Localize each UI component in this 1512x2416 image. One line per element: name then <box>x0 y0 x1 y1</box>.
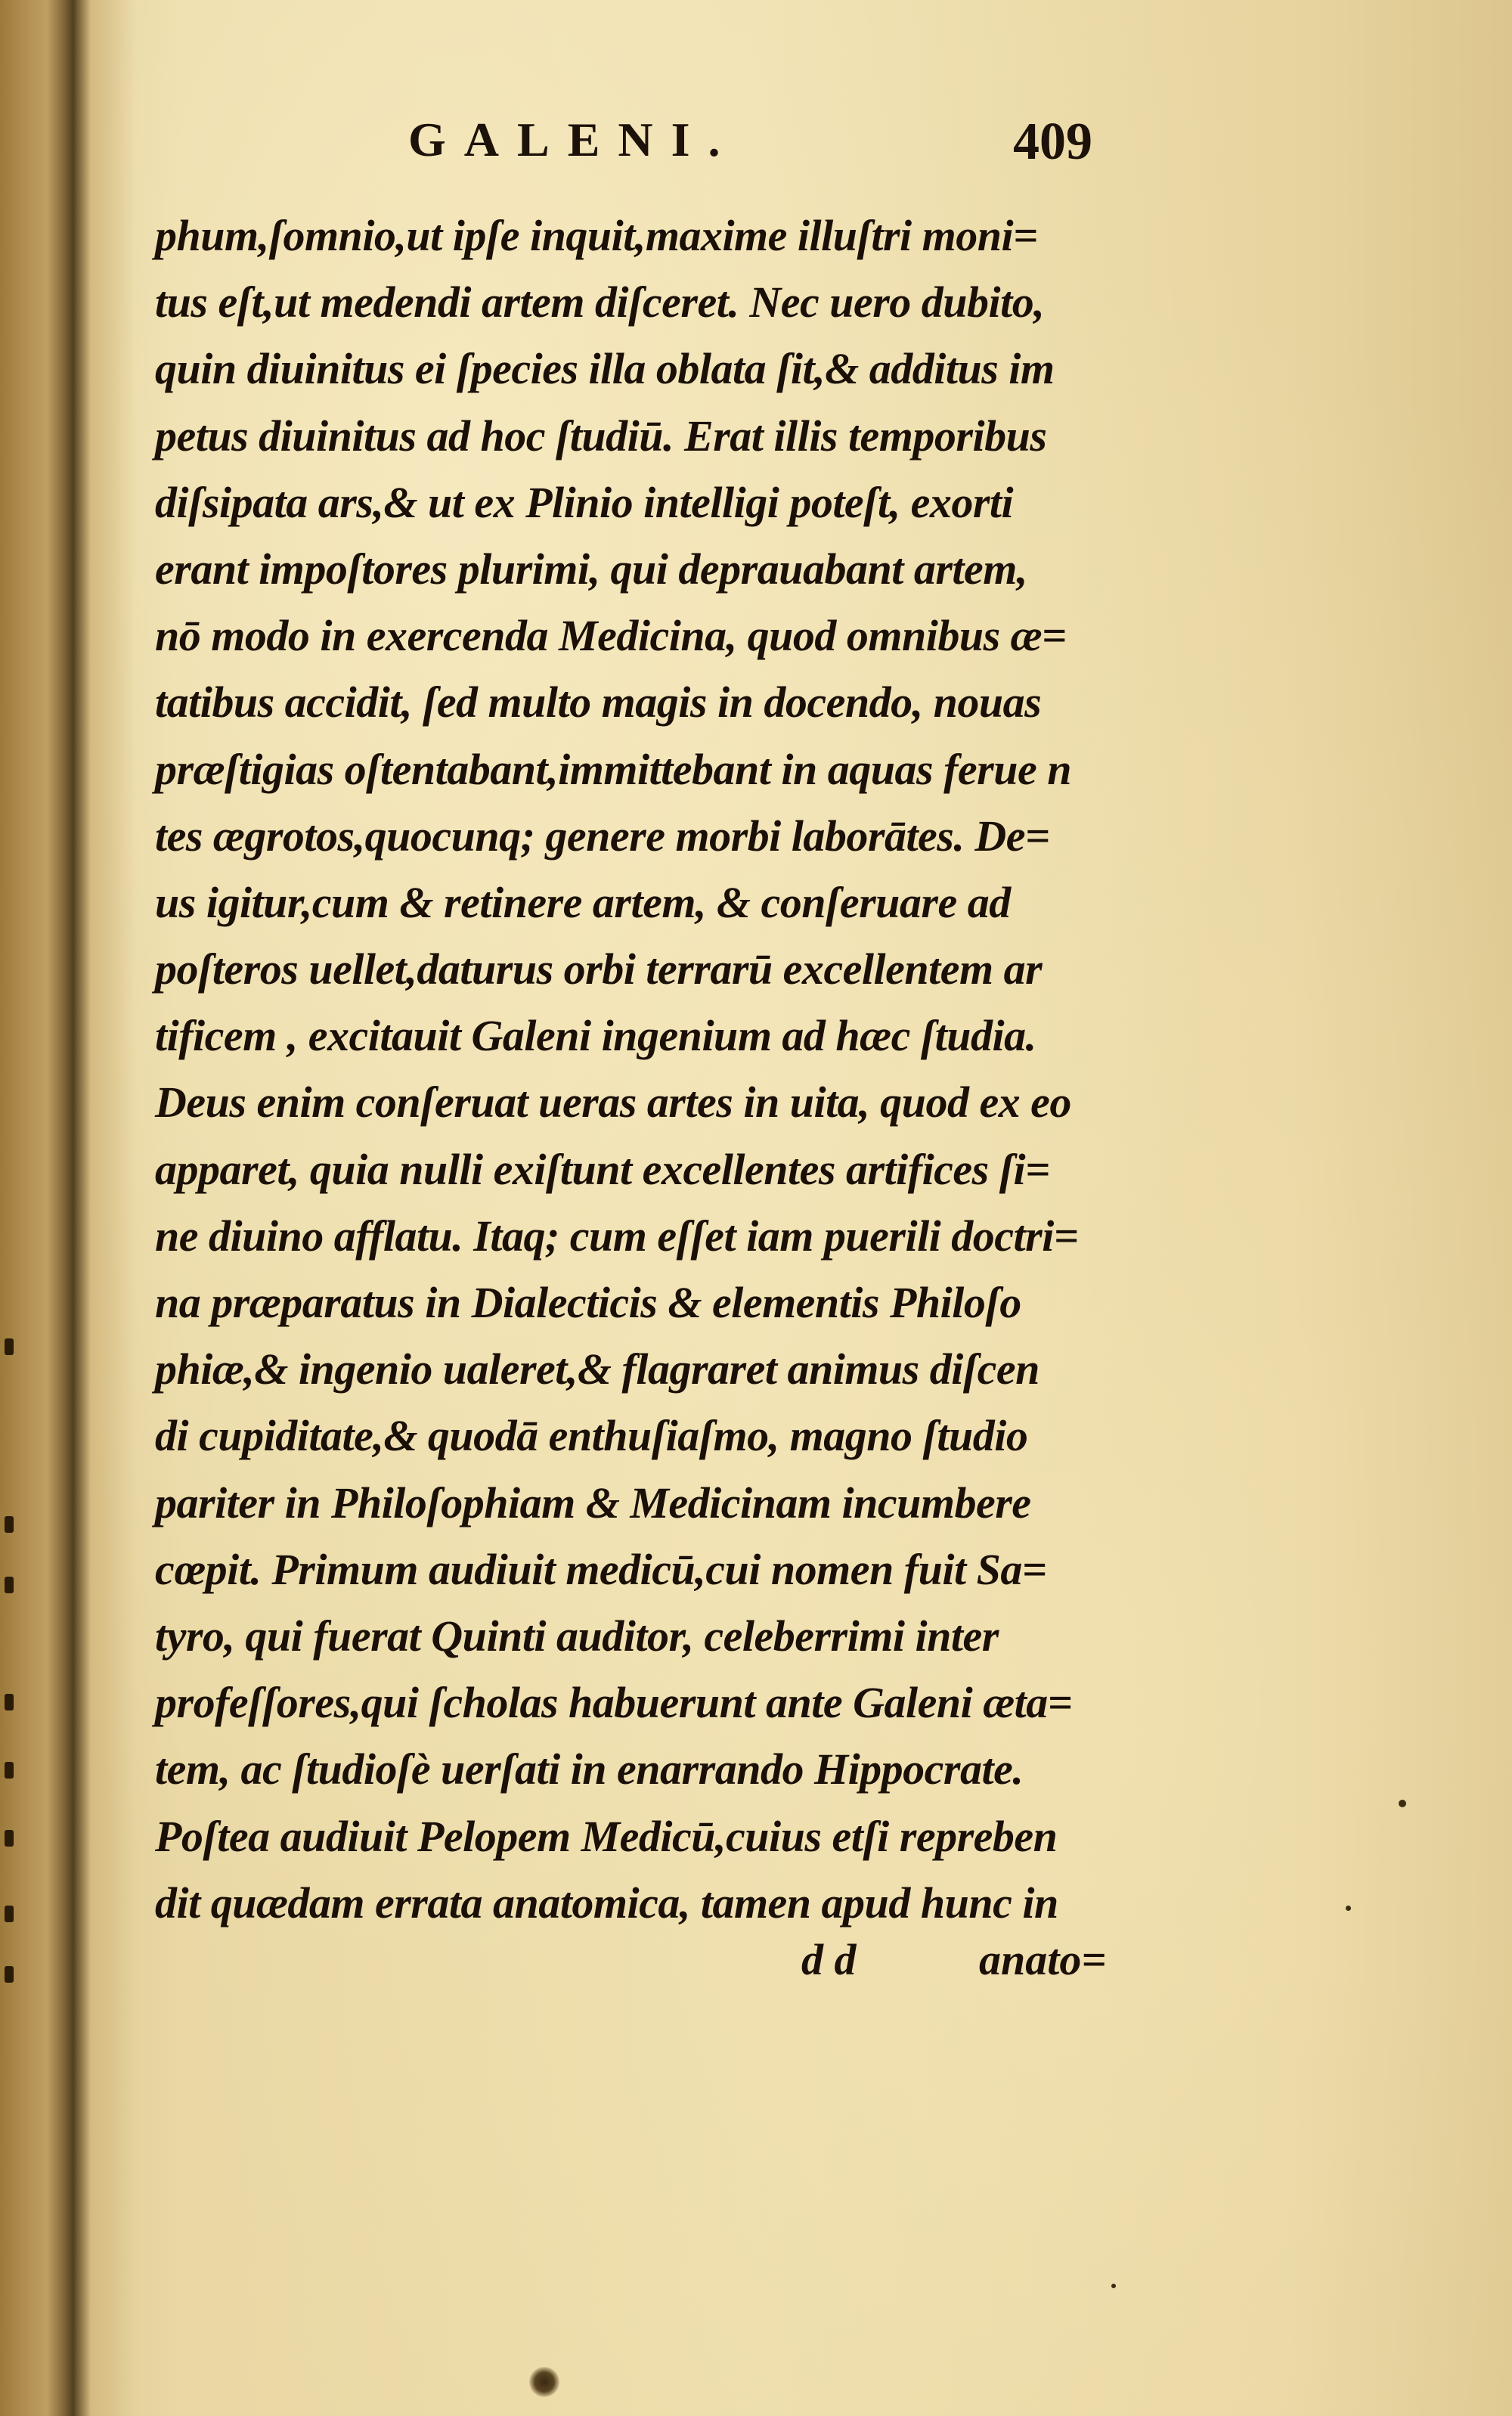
page-footer <box>801 1934 1179 1995</box>
text-line: cœpit. Primum audiuit medicū,cui nomen fuit Sa= <box>155 1544 1047 1594</box>
running-head: GALENI. <box>408 113 739 166</box>
text-block <box>155 203 1138 1937</box>
paper-speck <box>1111 2284 1116 2288</box>
paper-speck <box>1346 1906 1351 1911</box>
binding-fold <box>47 0 91 2416</box>
text-line: na præparatus in Dialecticis & elementis Philoſo <box>155 1278 1021 1327</box>
paper-speck <box>1399 1800 1406 1807</box>
text-line: tus eſt,ut medendi artem diſceret. Nec uero dubito, <box>155 278 1045 327</box>
text-line: di cupiditate,& quodā enthuſiaſmo, magno ſtudio <box>155 1411 1028 1461</box>
text-line: tyro, qui fuerat Quinti auditor, celeberrimi inter <box>155 1611 999 1661</box>
text-line: pariter in Philoſophiam & Medicinam incumbere <box>155 1478 1031 1527</box>
text-line: poſteros uellet,daturus orbi terrarū excellentem ar <box>155 944 1043 994</box>
page-header <box>408 112 1164 172</box>
text-line: erant impoſtores plurimi, qui deprauabant artem, <box>155 544 1027 594</box>
text-line: ne diuino afflatu. Itaq; cum eſſet iam puerili doctri= <box>155 1211 1079 1261</box>
text-line: petus diuinitus ad hoc ſtudiū. Erat illis temporibus <box>155 411 1047 461</box>
facing-page-bleed <box>0 0 23 2416</box>
text-line: phum,ſomnio,ut ipſe inquit,maxime illuſtri moni= <box>155 211 1038 260</box>
text-line: tificem , excitauit Galeni ingenium ad hæc ſtudia. <box>155 1011 1036 1061</box>
catchword: anato= <box>979 1935 1107 1984</box>
text-line: tatibus accidit, ſed multo magis in docendo, nouas <box>155 678 1042 727</box>
text-line: phiæ,& ingenio ualeret,& flagraret animus diſcen <box>155 1344 1040 1394</box>
text-line: us igitur,cum & retinere artem, & conſeruare ad <box>155 877 1011 927</box>
signature-mark: d d <box>801 1935 857 1984</box>
text-line: diſsipata ars,& ut ex Plinio intelligi poteſt, exorti <box>155 477 1014 527</box>
text-line: tes ægrotos,quocunq; genere morbi laborātes. De= <box>155 811 1050 861</box>
page-number: 409 <box>1013 113 1092 171</box>
text-line: Poſtea audiuit Pelopem Medicū,cuius etſi repreben <box>155 1811 1058 1861</box>
text-line: tem, ac ſtudioſè uerſati in enarrando Hippocrate. <box>155 1745 1024 1794</box>
text-line: quin diuinitus ei ſpecies illa oblata ſit,& additus im <box>155 344 1055 394</box>
text-line: Deus enim conſeruat ueras artes in uita, quod ex eo <box>155 1078 1071 1127</box>
text-line: nō modo in exercenda Medicina, quod omnibus æ= <box>155 611 1067 661</box>
text-line: apparet, quia nulli exiſtunt excellentes artifices ſi= <box>155 1144 1050 1194</box>
text-line: præſtigias oſtentabant,immittebant in aquas ferue n <box>155 744 1071 794</box>
text-line: dit quædam errata anatomica, tamen apud hunc in <box>155 1878 1058 1928</box>
ink-blot <box>529 2367 559 2397</box>
text-line: profeſſores,qui ſcholas habuerunt ante Galeni æta= <box>155 1678 1073 1728</box>
